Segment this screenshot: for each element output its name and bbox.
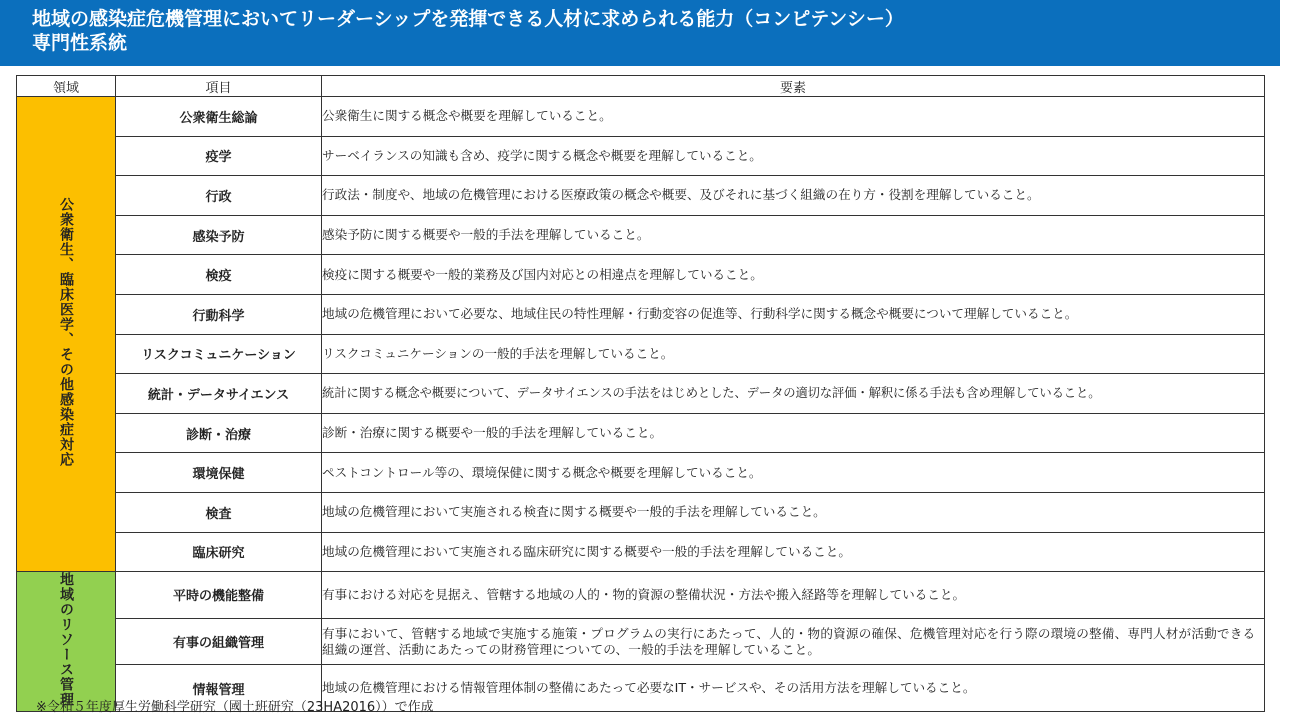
- item-cell: 統計・データサイエンス: [116, 374, 322, 414]
- item-cell: 疫学: [116, 136, 322, 176]
- element-cell: 地域の危機管理において必要な、地域住民の特性理解・行動変容の促進等、行動科学に関する概念や概要について理解していること。: [322, 294, 1265, 334]
- item-cell: 公衆衛生総論: [116, 97, 322, 137]
- page-title: 地域の感染症危機管理においてリーダーシップを発揮できる人材に求められる能力（コンピテンシー）: [32, 8, 904, 30]
- item-cell: 行動科学: [116, 294, 322, 334]
- item-cell: 臨床研究: [116, 532, 322, 572]
- table-row: [17, 97, 1265, 137]
- table-row: [17, 572, 1265, 619]
- table-row: [17, 413, 1265, 453]
- table-row: [17, 618, 1265, 665]
- element-cell: 地域の危機管理において実施される検査に関する概要や一般的手法を理解していること。: [322, 492, 1265, 532]
- table-row: [17, 453, 1265, 493]
- item-cell: リスクコミュニケーション: [116, 334, 322, 374]
- element-cell: 地域の危機管理において実施される臨床研究に関する概要や一般的手法を理解していること。: [322, 532, 1265, 572]
- item-cell: 環境保健: [116, 453, 322, 493]
- table-row: [17, 255, 1265, 295]
- page-subtitle: 専門性系統: [32, 32, 128, 54]
- domain-cell-public-health: [17, 97, 116, 572]
- element-cell: リスクコミュニケーションの一般的手法を理解していること。: [322, 334, 1265, 374]
- table-row: [17, 492, 1265, 532]
- column-header-domain: 領域: [17, 76, 116, 97]
- title-banner: [0, 0, 1280, 66]
- table-row: [17, 215, 1265, 255]
- element-cell: ペストコントロール等の、環境保健に関する概念や概要を理解していること。: [322, 453, 1265, 493]
- element-cell: 公衆衛生に関する概念や概要を理解していること。: [322, 97, 1265, 137]
- item-cell: 診断・治療: [116, 413, 322, 453]
- element-cell: 有事において、管轄する地域で実施する施策・プログラムの実行にあたって、人的・物的資源の確保、危機管理対応を行う際の環境の整備、専門人材が活動できる組織の運営、活動にあたっての財務管理についての、一般的手法を理解していること。: [322, 618, 1265, 665]
- element-cell: 地域の危機管理における情報管理体制の整備にあたって必要なIT・サービスや、その活用方法を理解していること。: [322, 665, 1265, 712]
- element-cell: サーベイランスの知識も含め、疫学に関する概念や概要を理解していること。: [322, 136, 1265, 176]
- element-cell: 診断・治療に関する概要や一般的手法を理解していること。: [322, 413, 1265, 453]
- item-cell: 平時の機能整備: [116, 572, 322, 619]
- element-cell: 感染予防に関する概要や一般的手法を理解していること。: [322, 215, 1265, 255]
- element-cell: 統計に関する概念や概要について、データサイエンスの手法をはじめとした、データの適切な評価・解釈に係る手法も含め理解していること。: [322, 374, 1265, 414]
- item-cell: 有事の組織管理: [116, 618, 322, 665]
- column-header-item: 項目: [116, 76, 322, 97]
- table-row: [17, 136, 1265, 176]
- item-cell: 行政: [116, 176, 322, 216]
- table-row: [17, 294, 1265, 334]
- item-cell: 検査: [116, 492, 322, 532]
- table-header-row: [17, 76, 1265, 97]
- domain-label: 公衆衛生、臨床医学、その他感染症対応: [58, 197, 74, 468]
- element-cell: 有事における対応を見据え、管轄する地域の人的・物的資源の整備状況・方法や搬入経路等を理解していること。: [322, 572, 1265, 619]
- table-row: [17, 532, 1265, 572]
- element-cell: 行政法・制度や、地域の危機管理における医療政策の概念や概要、及びそれに基づく組織の在り方・役割を理解していること。: [322, 176, 1265, 216]
- item-cell: 検疫: [116, 255, 322, 295]
- domain-cell-resource-management: [17, 572, 116, 712]
- item-cell: 感染予防: [116, 215, 322, 255]
- domain-label: 地域のリソース管理: [58, 572, 74, 708]
- element-cell: 検疫に関する概要や一般的業務及び国内対応との相違点を理解していること。: [322, 255, 1265, 295]
- column-header-element: 要素: [322, 76, 1265, 97]
- item-cell: 情報管理: [116, 665, 322, 712]
- table-row: [17, 176, 1265, 216]
- competency-table: [16, 75, 1265, 712]
- table-row: [17, 334, 1265, 374]
- source-footnote: ※令和５年度厚生労働科学研究（國土班研究（23HA2016））で作成: [36, 700, 434, 715]
- table-row: [17, 374, 1265, 414]
